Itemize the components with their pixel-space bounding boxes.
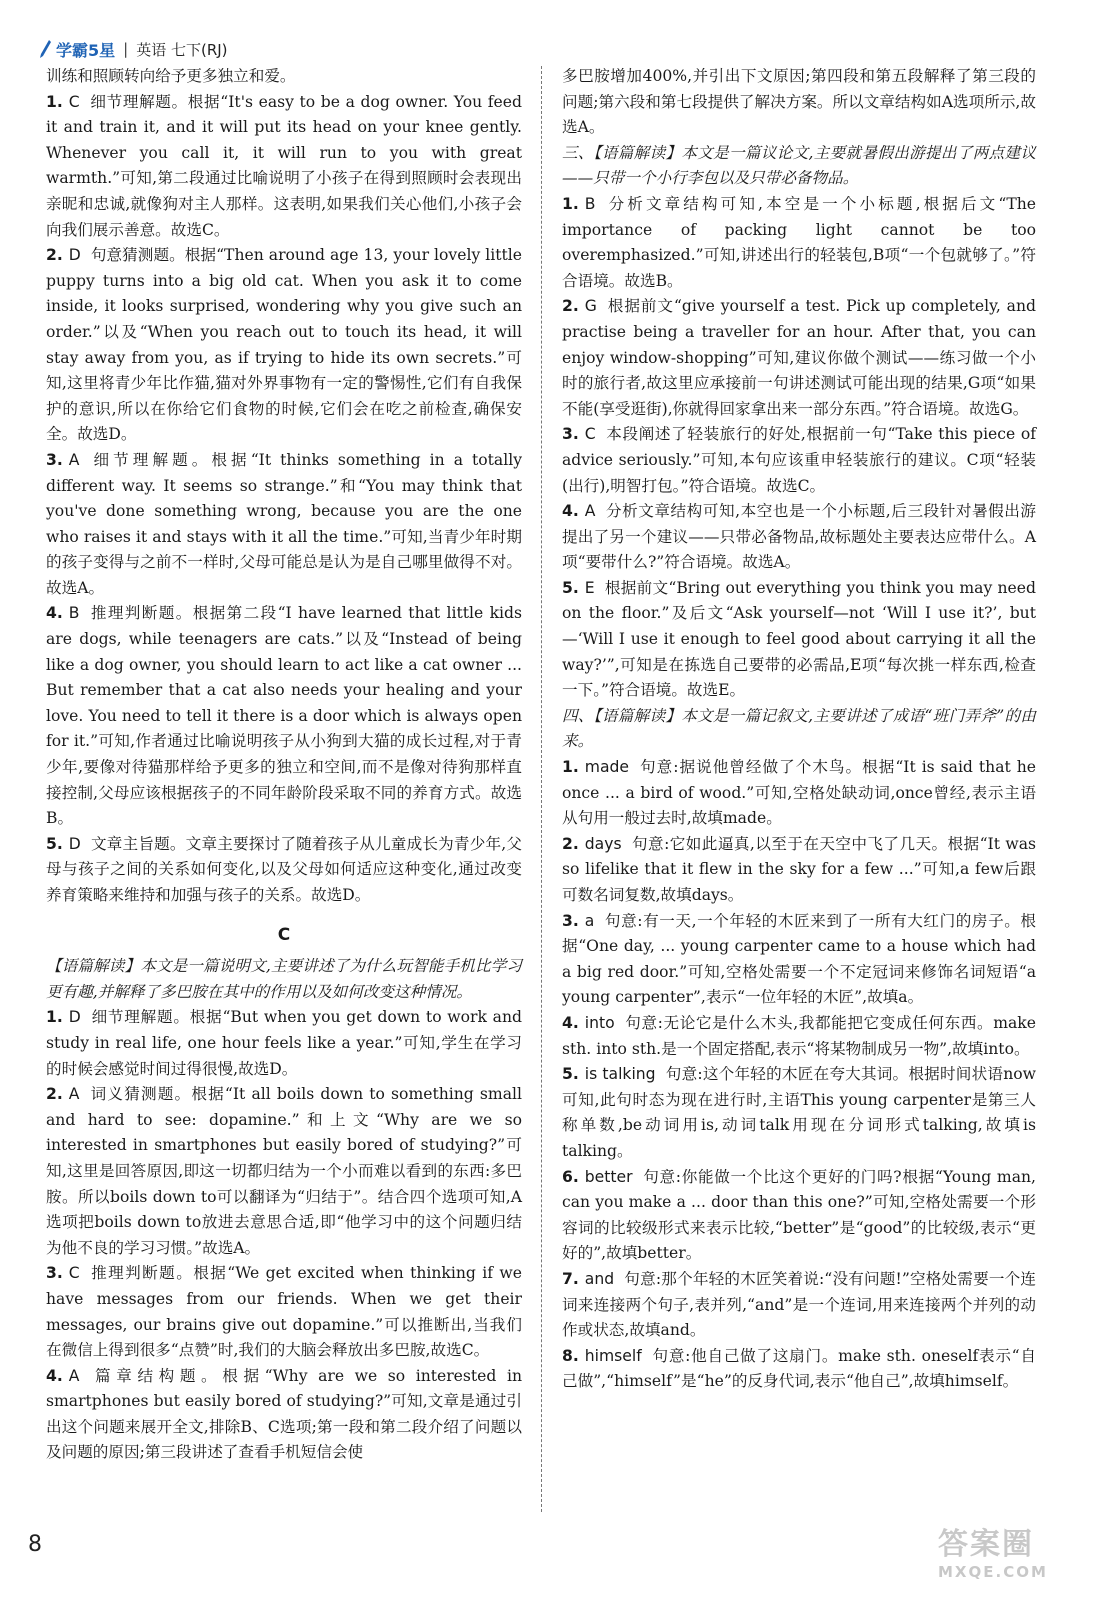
section-c-title: C [277, 924, 291, 945]
answer-item: 6. better 句意:你能做一个比这个更好的门吗?根据“Young man, can you make a ... door than this one?”可知,空格处需要一个形容词的比较级形式来表示比较,“better”是“good”的比较级,表示“更好的”,故填better。 [562, 1167, 1036, 1263]
section-3-intro: 三、【语篇解读】本文是一篇议论文,主要就暑假出游提出了两点建议——只带一个小行李包以及只带必备物品。 [562, 143, 1036, 188]
answer-item: 3. C 本段阐述了轻装旅行的好处,根据前一句“Take this piece of advice seriously.”可知,本句应该重申轻装旅行的建议。C项“轻装(出行),明智打包。”符合语境。故选C。 [562, 425, 1036, 495]
answer-item: 3. a 句意:有一天,一个年轻的木匠来到了一所有大红门的房子。根据“One day, ... young carpenter came to a house which had a big red door.”可知,空格处需要一个不定冠词来修饰名词短语“a young carpenter”,表示“一位年轻的木匠”,故填a。 [562, 911, 1036, 1007]
pen-icon [38, 39, 52, 59]
answer-item: 2. G 根据前文“give yourself a test. Pick up completely, and practise being a traveller for an hour. After that, you can enjoy window-shopping”可知,建议你做个测试——练习做一个小时的旅行者,故这里应承接前一句讲述测试可能出现的结果,G项“如果不能(享受逛街),你就得回家拿出来一部分东西。”符合语境。故选G。 [562, 297, 1036, 418]
explanation: 细节理解题。根据“It's easy to be a dog owner. You feed it and train it, and it will put its head on your knee gently. Whenever you call it, it will run to you with great warmth.”可知,第二段通过比喻说明了小孩子在得到照顾时会表现出亲昵和忠诚,就像狗对主人那样。这表明,如果我们关心他们,小孩子会向我们展示善意。故选C。 [46, 92, 522, 239]
answer-key: himself [584, 1346, 642, 1365]
left-lead-text: 训练和照顾转向给予更多独立和爱。 [46, 67, 296, 85]
watermark-logo [938, 1528, 1088, 1590]
answer-key: made [584, 758, 630, 777]
answer-key: a [584, 911, 595, 930]
answer-key: B [584, 194, 596, 213]
answer-item: 4. B 推理判断题。根据第二段“I have learned that little kids are dogs, while teenagers are cats.”以及“Instead of being like a dog owner, you should learn to act like a cat owner ... But remember that a cat also needs your healing and your love. You need to tell it there is a door which is always open for it.”可知,作者通过比喻说明孩子从小狗到大猫的成长过程,对于青少年,要像对待猫那样给予更多的独立和空间,而不是像对待狗那样直接控制,父母应该根据孩子的不同年龄阶段采取不同的养育方式。故选B。 [46, 604, 522, 828]
subject-label: 英语 七下(RJ) [136, 40, 228, 59]
answer-item: 8. himself 句意:他自己做了这扇门。make sth. oneself表示“自己做”,“himself”是“he”的反身代词,表示“他自己”,故填himself。 [562, 1346, 1036, 1391]
explanation: 分析文章结构可知,本空是一个小标题,根据后文“The importance of packing light cannot be too overemphasized.”可知,讲述出行的轻装包,B项“一个包就够了。”符合语境。故选B。 [562, 194, 1036, 290]
answer-item: 2. D 句意猜测题。根据“Then around age 13, your lovely little puppy turns into a big old cat. When you ask it to come inside, it looks surprised, wondering why you give such an order.”以及“When you reach out to touch its head, it will stay away from you, as if trying to hide its own secrets.”可知,这里将青少年比作猫,猫对外界事物有一定的警惕性,它们有自我保护的意识,所以在你给它们食物的时候,它们会在吃之前检查,确保安全。故选D。 [46, 246, 522, 444]
explanation: 句意:这个年轻的木匠在夸大其词。根据时间状语now可知,此句时态为现在进行时,主语This young carpenter是第三人称单数,be动词用is,动词talk用现在分词形式talking,故填is talking。 [562, 1065, 1036, 1160]
explanation: 句意:他自己做了这扇门。make sth. oneself表示“自己做”,“himself”是“he”的反身代词,表示“他自己”,故填himself。 [562, 1346, 1036, 1391]
explanation: 文章主旨题。文章主要探讨了随着孩子从儿童成长为青少年,父母与孩子之间的关系如何变化,以及父母如何适应这种变化,通过改变养育策略来维持和加强与孩子的关系。故选D。 [46, 834, 522, 904]
explanation: 根据前文“give yourself a test. Pick up completely, and practise being a traveller for an hour. After that, you can enjoy window-shopping”可知,建议你做个测试——练习做一个小时的旅行者,故这里应承接前一句讲述测试可能出现的结果,G项“如果不能(享受逛街),你就得回家拿出来一部分东西。”符合语境。故选G。 [562, 297, 1036, 418]
answer-key: E [584, 578, 595, 597]
answer-key: and [584, 1269, 615, 1288]
answer-key: D [68, 834, 81, 853]
answer-item: 2. A 词义猜测题。根据“It all boils down to something small and hard to see: dopamine.”和上文“Why are we so interested in smartphones but easily bored of studying?”可知,这里是回答原因,即这一切都归结为一个小而难以看到的东西:多巴胺。所以boils down to可以翻译为“归结于”。结合四个选项可知,A选项把boils down to放进去意思合适,即“他学习中的这个问题归结为他不良的学习习惯。”故选A。 [46, 1085, 522, 1257]
answer-key: A [584, 502, 596, 521]
left-column [46, 64, 522, 1466]
brand-logo [38, 38, 115, 61]
answer-key: C [584, 425, 596, 444]
answer-item: 4. A 篇章结构题。根据“Why are we so interested in smartphones but easily bored of studying?”可知,文章是通过引出这个问题来展开全文,排除B、C选项;第一段和第二段介绍了问题以及问题的原因;第三段讲述了查看手机短信会使 [46, 1366, 522, 1462]
answer-item: 1. C 细节理解题。根据“It's easy to be a dog owner. You feed it and train it, and it will put its head on your knee gently. Whenever you call it, it will run to you with great warmth.”可知,第二段通过比喻说明了小孩子在得到照顾时会表现出亲昵和忠诚,就像狗对主人那样。这表明,如果我们关心他们,小孩子会向我们展示善意。故选C。 [46, 92, 522, 239]
column-divider [541, 66, 542, 1512]
answer-key: days [584, 834, 622, 853]
answer-key: C [68, 92, 80, 111]
page-number: 8 [28, 1532, 42, 1557]
answer-item: 3. A 细节理解题。根据“It thinks something in a totally different way. It seems so strange.”和“You may think that you've done something wrong, because you are the one who raises it and stays with it all the time.”可知,当青少年时期的孩子变得与之前不一样时,父母可能总是认为是自己哪里做得不对。故选A。 [46, 450, 522, 597]
explanation: 分析文章结构可知,本空也是一个小标题,后三段针对暑假出游提出了另一个建议——只带必备物品,故标题处主要表达应带什么。A项“要带什么?”符合语境。故选A。 [562, 502, 1036, 572]
explanation: 细节理解题。根据“But when you get down to work and study in real life, one hour feels like a year.”可知,学生在学习的时候会感觉时间过得很慢,故选D。 [46, 1008, 522, 1078]
right-lead-text: 多巴胺增加400%,并引出下文原因;第四段和第五段解释了第三段的问题;第六段和第七段提供了解决方案。所以文章结构如A选项所示,故选A。 [562, 67, 1036, 137]
explanation: 篇章结构题。根据“Why are we so interested in smartphones but easily bored of studying?”可知,文章是通过引出这个问题来展开全文,排除B、C选项;第一段和第二段介绍了问题以及问题的原因;第三段讲述了查看手机短信会使 [46, 1366, 522, 1462]
explanation: 句意:那个年轻的木匠笑着说:“没有问题!”空格处需要一个连词来连接两个句子,表并列,“and”是一个连词,用来连接两个并列的动作或状态,故填and。 [562, 1269, 1036, 1340]
brand-name: 学霸5星 [56, 40, 116, 60]
answer-item: 5. D 文章主旨题。文章主要探讨了随着孩子从儿童成长为青少年,父母与孩子之间的关系如何变化,以及父母如何适应这种变化,通过改变养育策略来维持和加强与孩子的关系。故选D。 [46, 834, 522, 904]
answer-key: G [584, 297, 597, 316]
watermark-title: 答案圈 [938, 1527, 1034, 1562]
answer-item: 3. C 推理判断题。根据“We get excited when thinking if we have messages from our friends. When we get their messages, our brains give out dopamine.”可以推断出,当我们在微信上得到很多“点赞”时,我们的大脑会释放出多巴胺,故选C。 [46, 1264, 522, 1360]
explanation: 推理判断题。根据第二段“I have learned that little kids are dogs, while teenagers are cats.”以及“Instead of being like a dog owner, you should learn to act like a cat owner ... But remember that a cat also needs your healing and your love. You need to tell it there is a door which is always open for it.”可知,作者通过比喻说明孩子从小狗到大猫的成长过程,对于青少年,要像对待猫那样给予更多的独立和空间,而不是像对待狗那样直接控制,父母应该根据孩子的不同年龄阶段采取不同的养育方式。故选B。 [46, 604, 522, 828]
explanation: 细节理解题。根据“It thinks something in a totally different way. It seems so strange.”和“You may think that you've done something wrong, because you are the one who raises it and stays with it all the time.”可知,当青少年时期的孩子变得与之前不一样时,父母可能总是认为是自己哪里做得不对。故选A。 [46, 450, 522, 597]
answer-item: 4. into 句意:无论它是什么木头,我都能把它变成任何东西。make sth. into sth.是一个固定搭配,表示“将某物制成另一物”,故填into。 [562, 1013, 1036, 1058]
answer-key: A [68, 1085, 80, 1104]
answer-key: better [584, 1167, 633, 1186]
explanation: 词义猜测题。根据“It all boils down to something small and hard to see: dopamine.”和上文“Why are we so interested in smartphones but easily bored of studying?”可知,这里是回答原因,即这一切都归结为一个小而难以看到的东西:多巴胺。所以boils down to可以翻译为“归结于”。结合四个选项可知,A选项把boils down to放进去意思合适,即“他学习中的这个问题归结为他不良的学习习惯。”故选A。 [46, 1085, 522, 1257]
explanation: 推理判断题。根据“We get excited when thinking if we have messages from our friends. When we get their messages, our brains give out dopamine.”可以推断出,当我们在微信上得到很多“点赞”时,我们的大脑会释放出多巴胺,故选C。 [46, 1264, 522, 1360]
explanation: 句意:据说他曾经做了个木鸟。根据“It is said that he once ... a bird of wood.”可知,空格处缺动词,once曾经,表示主语从句用一般过去时,故填made。 [562, 758, 1036, 828]
explanation: 句意:有一天,一个年轻的木匠来到了一所有大红门的房子。根据“One day, ... young carpenter came to a house which had a big red door.”可知,空格处需要一个不定冠词来修饰名词短语“a young carpenter”,表示“一位年轻的木匠”,故填a。 [562, 911, 1036, 1007]
answer-item: 1. D 细节理解题。根据“But when you get down to work and study in real life, one hour feels like a year.”可知,学生在学习的时候会感觉时间过得很慢,故选D。 [46, 1008, 522, 1078]
explanation: 句意:你能做一个比这个更好的门吗?根据“Young man, can you make a ... door than this one?”可知,空格处需要一个形容词的比较级形式来表示比较,“better”是“good”的比较级,表示“更好的”,故填better。 [562, 1167, 1036, 1263]
answer-item: 5. is talking 句意:这个年轻的木匠在夸大其词。根据时间状语now可知,此句时态为现在进行时,主语This young carpenter是第三人称单数,be动词用is,动词talk用现在分词形式talking,故填is talking。 [562, 1065, 1036, 1160]
answer-item: 7. and 句意:那个年轻的木匠笑着说:“没有问题!”空格处需要一个连词来连接两个句子,表并列,“and”是一个连词,用来连接两个并列的动作或状态,故填and。 [562, 1269, 1036, 1340]
answer-key: is talking [584, 1065, 656, 1084]
watermark-url: MXQE.COM [938, 1563, 1048, 1581]
answer-key: into [584, 1013, 615, 1032]
explanation: 本段阐述了轻装旅行的好处,根据前一句“Take this piece of advice seriously.”可知,本句应该重申轻装旅行的建议。C项“轻装(出行),明智打包。”符合语境。故选C。 [562, 425, 1036, 495]
answer-key: A [68, 1366, 80, 1385]
section-c-intro: 【语篇解读】本文是一篇说明文,主要讲述了为什么玩智能手机比学习更有趣,并解释了多巴胺在其中的作用以及如何改变这种情况。 [46, 957, 522, 1001]
right-column [562, 64, 1036, 1395]
answer-key: D [68, 246, 81, 265]
answer-key: A [68, 450, 80, 469]
answer-item: 4. A 分析文章结构可知,本空也是一个小标题,后三段针对暑假出游提出了另一个建议——只带必备物品,故标题处主要表达应带什么。A项“要带什么?”符合语境。故选A。 [562, 502, 1036, 572]
page-header [38, 36, 228, 62]
explanation: 句意:无论它是什么木头,我都能把它变成任何东西。make sth. into sth.是一个固定搭配,表示“将某物制成另一物”,故填into。 [562, 1013, 1036, 1058]
header-divider: | [123, 40, 129, 58]
section-4-intro: 四、【语篇解读】本文是一篇记叙文,主要讲述了成语“班门弄斧”的由来。 [562, 706, 1036, 751]
answer-key: B [68, 604, 80, 623]
answer-item: 5. E 根据前文“Bring out everything you think you may need on the floor.”及后文“Ask yourself—not ‘Will I use it?’, but—‘Will I use it enough to feel good about carrying it all the way?’”,可知是在拣选自己要带的必需品,E项“每次挑一样东西,检查一下。”符合语境。故选E。 [562, 578, 1036, 700]
explanation: 句意:它如此逼真,以至于在天空中飞了几天。根据“It was so lifelike that it flew in the sky for a few ...”可知,a few后跟可数名词复数,故填days。 [562, 834, 1036, 904]
answer-item: 1. B 分析文章结构可知,本空是一个小标题,根据后文“The importance of packing light cannot be too overemphasized.”可知,讲述出行的轻装包,B项“一个包就够了。”符合语境。故选B。 [562, 194, 1036, 290]
explanation: 根据前文“Bring out everything you think you may need on the floor.”及后文“Ask yourself—not ‘Will I use it?’, but—‘Will I use it enough to feel good about carrying it all the way?’”,可知是在拣选自己要带的必需品,E项“每次挑一样东西,检查一下。”符合语境。故选E。 [562, 578, 1036, 700]
answer-item: 1. made 句意:据说他曾经做了个木鸟。根据“It is said that he once ... a bird of wood.”可知,空格处缺动词,once曾经,表示主语从句用一般过去时,故填made。 [562, 758, 1036, 828]
answer-item: 2. days 句意:它如此逼真,以至于在天空中飞了几天。根据“It was so lifelike that it flew in the sky for a few ...”可知,a few后跟可数名词复数,故填days。 [562, 834, 1036, 904]
answer-key: C [68, 1264, 80, 1283]
answer-key: D [68, 1008, 81, 1027]
explanation: 句意猜测题。根据“Then around age 13, your lovely little puppy turns into a big old cat. When you ask it to come inside, it looks surprised, wondering why you give such an order.”以及“When you reach out to touch its head, it will stay away from you, as if trying to hide its own secrets.”可知,这里将青少年比作猫,猫对外界事物有一定的警惕性,它们有自我保护的意识,所以在你给它们食物的时候,它们会在吃之前检查,确保安全。故选D。 [46, 246, 522, 444]
